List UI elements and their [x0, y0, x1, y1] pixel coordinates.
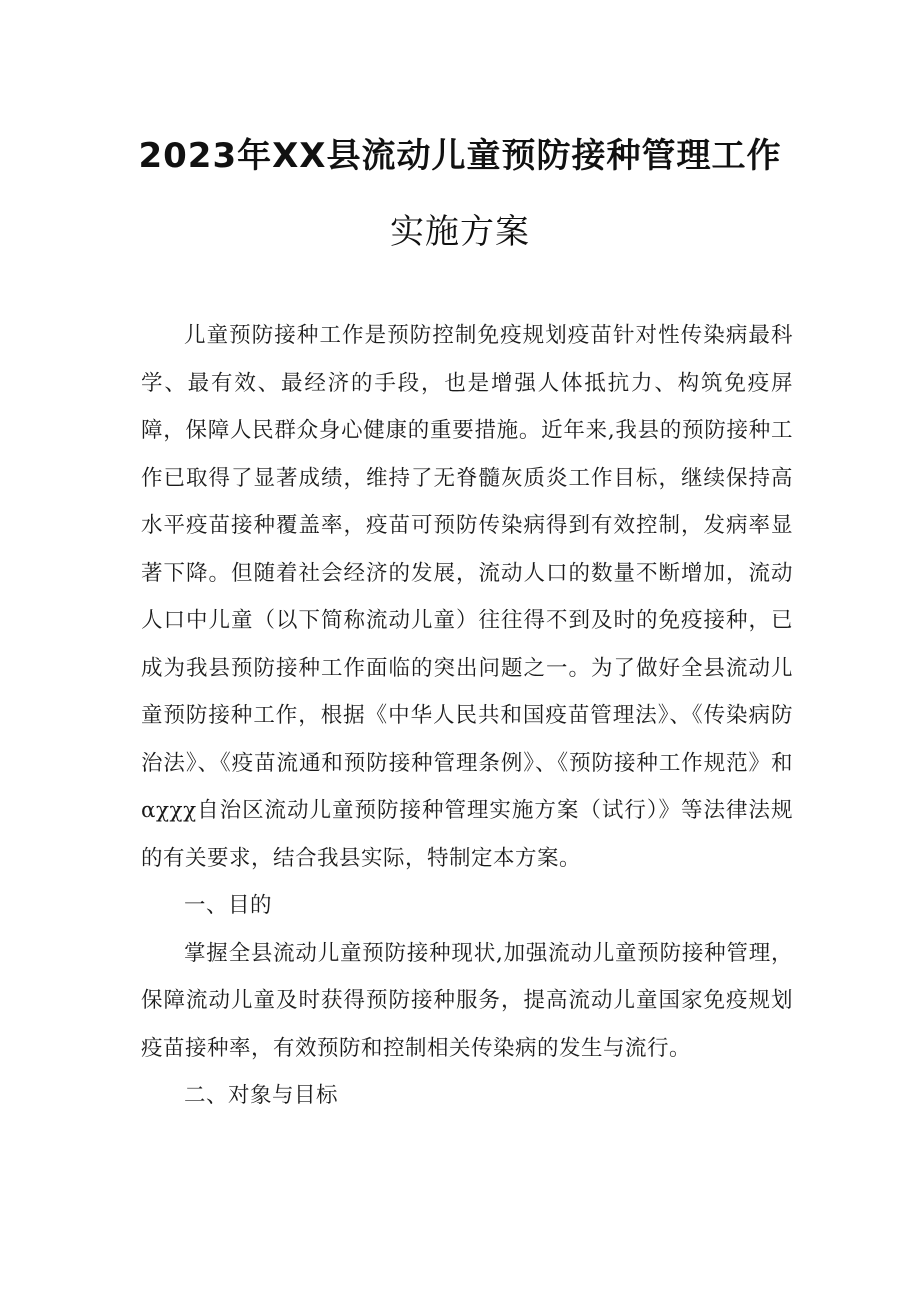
- section1-paragraph: 掌握全县流动儿童预防接种现状,加强流动儿童预防接种管理，保障流动儿童及时获得预防接种服务，提高流动儿童国家免疫规划疫苗接种率，有效预防和控制相关传染病的发生与流行。: [141, 940, 793, 1061]
- document-title-line2: 实施方案: [390, 212, 530, 252]
- document-title-line1: 2023年XX县流动儿童预防接种管理工作: [138, 136, 782, 176]
- document-body: [141, 312, 793, 1120]
- section2-heading: 二、对象与目标: [184, 1083, 339, 1108]
- intro-paragraph: 儿童预防接种工作是预防控制免疫规划疫苗针对性传染病最科学、最有效、最经济的手段，也是增强人体抵抗力、构筑免疫屏障，保障人民群众身心健康的重要措施。近年来,我县的预防接种工作已取得了显著成绩，维持了无脊髓灰质炎工作目标，继续保持高水平疫苗接种覆盖率，疫苗可预防传染病得到有效控制，发病率显著下降。但随着社会经济的发展，流动人口的数量不断增加，流动人口中儿童（以下简称流动儿童）往往得不到及时的免疫接种，已成为我县预防接种工作面临的突出问题之一。为了做好全县流动儿童预防接种工作，根据《中华人民共和国疫苗管理法》、《传染病防治法》、《疫苗流通和预防接种管理条例》、《预防接种工作规范》和αχχχ自治区流动儿童预防接种管理实施方案（试行）》等法律法规的有关要求，结合我县实际，特制定本方案。: [141, 323, 793, 871]
- section1-heading: 一、目的: [184, 893, 273, 918]
